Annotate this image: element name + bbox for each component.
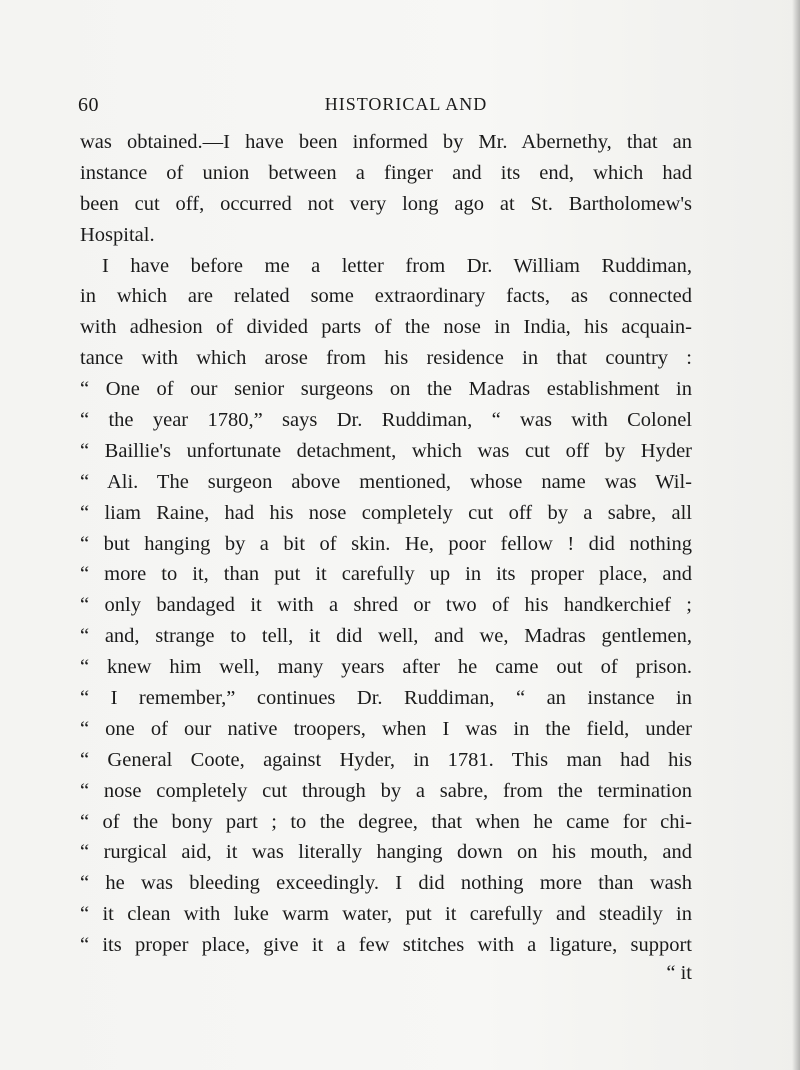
quoted-line: “ rurgical aid, it was literally hanging down on his mouth, and (80, 841, 692, 864)
quoted-line: “ but hanging by a bit of skin. He, poor fellow ! did nothing (80, 532, 692, 555)
paragraph-first-line: I have before me a letter from Dr. William Ruddiman, (102, 254, 692, 277)
quoted-line: “ I remember,” continues Dr. Ruddiman, “ an instance in (80, 687, 692, 710)
quoted-line: “ only bandaged it with a shred or two of his handkerchief ; (80, 594, 692, 617)
quoted-line: “ knew him well, many years after he came out of prison. (80, 656, 692, 679)
quoted-line: “ more to it, than put it carefully up in its proper place, and (80, 563, 692, 586)
quoted-line: “ and, strange to tell, it did well, and we, Madras gentlemen, (80, 625, 692, 648)
quoted-line: “ he was bleeding exceedingly. I did nothing more than wash (80, 872, 692, 895)
quoted-line: “ one of our native troopers, when I was in the field, under (80, 717, 692, 740)
quoted-line: “ Baillie's unfortunate detachment, which was cut off by Hyder (80, 439, 692, 462)
quoted-line: “ of the bony part ; to the degree, that when he came for chi- (80, 810, 692, 833)
quoted-line: “ One of our senior surgeons on the Madras establishment in (80, 378, 692, 401)
page-header (78, 94, 694, 122)
catchword: “ it (666, 962, 692, 984)
page-number: 60 (78, 94, 99, 116)
text-line: with adhesion of divided parts of the nose in India, his acquain- (80, 316, 692, 339)
running-head: HISTORICAL AND (324, 94, 488, 114)
quoted-line: “ the year 1780,” says Dr. Ruddiman, “ was with Colonel (80, 409, 692, 432)
body-text (80, 127, 692, 961)
quoted-line: “ it clean with luke warm water, put it carefully and steadily in (80, 903, 692, 926)
quoted-line: “ nose completely cut through by a sabre, from the termination (80, 779, 692, 802)
text-line: been cut off, occurred not very long ago at St. Bartholomew's (80, 192, 692, 215)
quoted-line: “ its proper place, give it a few stitches with a ligature, support (80, 934, 692, 957)
quoted-line: “ General Coote, against Hyder, in 1781. This man had his (80, 748, 692, 771)
quoted-line: “ Ali. The surgeon above mentioned, whose name was Wil- (80, 470, 692, 493)
quoted-line: “ liam Raine, had his nose completely cut off by a sabre, all (80, 501, 692, 524)
text-line: in which are related some extraordinary facts, as connected (80, 285, 692, 308)
text-line: tance with which arose from his residence in that country : (80, 347, 692, 370)
text-line: was obtained.—I have been informed by Mr. Abernethy, that an (80, 131, 692, 153)
text-line: Hospital. (80, 223, 155, 246)
text-line: instance of union between a finger and its end, which had (80, 161, 692, 184)
